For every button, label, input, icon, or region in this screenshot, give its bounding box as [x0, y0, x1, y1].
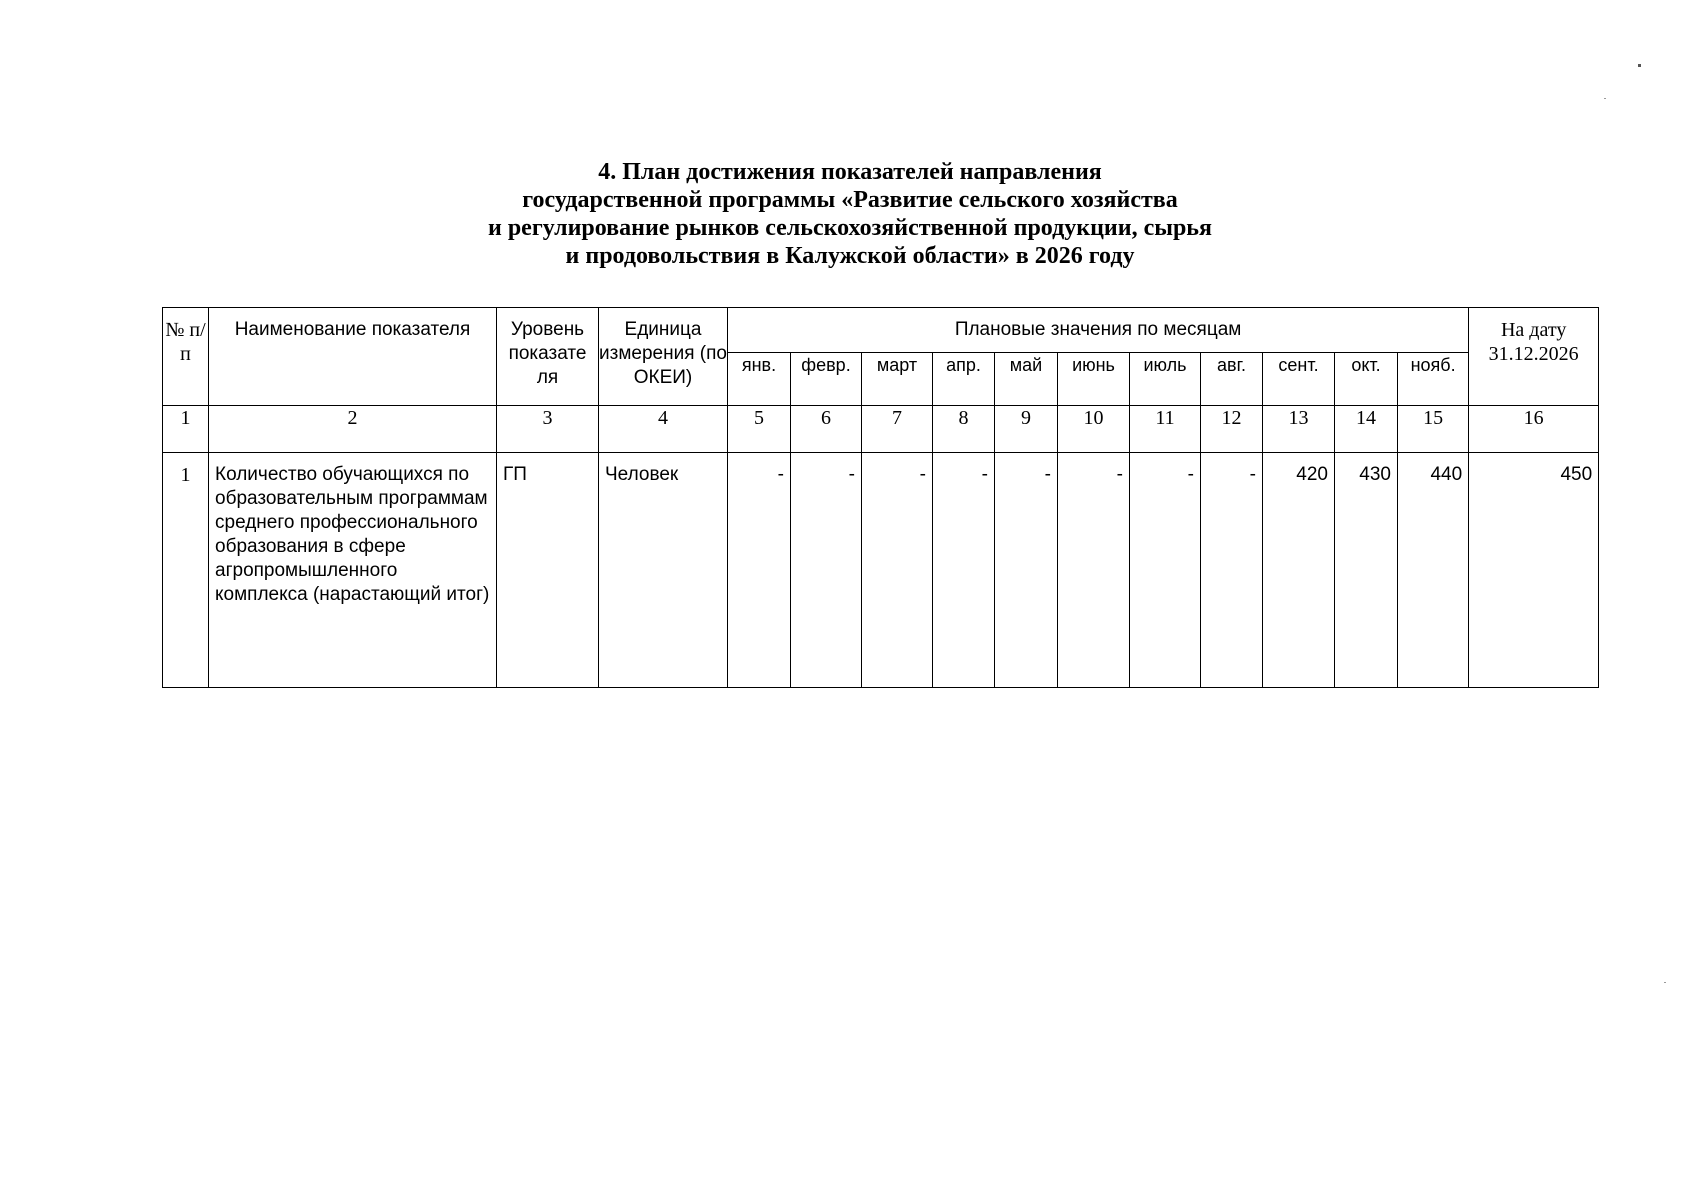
month-value-jan: - — [728, 453, 791, 688]
month-value-jun: - — [1058, 453, 1130, 688]
scan-speck — [1664, 982, 1666, 983]
header-level: Уровень показате ля — [497, 308, 599, 406]
row-num: 1 — [163, 453, 209, 688]
indicator-name: Количество обучающихся по образовательным программам среднего профессионального образования в сфере агропромышленного комплекса (нарастающий итог) — [209, 453, 497, 688]
month-jul: июль — [1130, 353, 1201, 406]
header-unit: Единица измерения (по ОКЕИ) — [599, 308, 728, 406]
title-line-4: и продовольствия в Калужской области» в 2026 году — [565, 243, 1135, 269]
month-oct: окт. — [1335, 353, 1398, 406]
column-number: 15 — [1398, 406, 1469, 453]
date-value: 450 — [1469, 453, 1599, 688]
header-row — [163, 308, 1599, 353]
indicator-unit: Человек — [599, 453, 728, 688]
column-number: 8 — [933, 406, 995, 453]
month-mar: март — [862, 353, 933, 406]
column-number-row — [163, 406, 1599, 453]
column-number: 10 — [1058, 406, 1130, 453]
month-value-jul: - — [1130, 453, 1201, 688]
month-jan: янв. — [728, 353, 791, 406]
column-number: 4 — [599, 406, 728, 453]
column-number: 6 — [791, 406, 862, 453]
table-row — [163, 453, 1599, 688]
month-value-may: - — [995, 453, 1058, 688]
title-line-3: и регулирование рынков сельскохозяйственной продукции, сырья — [488, 215, 1212, 241]
month-value-aug: - — [1201, 453, 1263, 688]
month-value-apr: - — [933, 453, 995, 688]
column-number: 5 — [728, 406, 791, 453]
column-number: 3 — [497, 406, 599, 453]
scan-speck — [1638, 64, 1641, 67]
column-number: 9 — [995, 406, 1058, 453]
column-number: 16 — [1469, 406, 1599, 453]
month-nov: нояб. — [1398, 353, 1469, 406]
column-number: 12 — [1201, 406, 1263, 453]
column-number: 1 — [163, 406, 209, 453]
column-number: 7 — [862, 406, 933, 453]
header-date: На дату 31.12.2026 — [1469, 308, 1599, 406]
indicator-plan-table — [162, 307, 1599, 688]
title-line-2: государственной программы «Развитие сельского хозяйства — [522, 187, 1178, 213]
month-jun: июнь — [1058, 353, 1130, 406]
month-apr: апр. — [933, 353, 995, 406]
month-value-feb: - — [791, 453, 862, 688]
month-sep: сент. — [1263, 353, 1335, 406]
month-value-mar: - — [862, 453, 933, 688]
column-number: 13 — [1263, 406, 1335, 453]
month-aug: авг. — [1201, 353, 1263, 406]
header-num: № п/п — [163, 308, 209, 406]
page-title — [340, 158, 1360, 270]
month-value-sep: 420 — [1263, 453, 1335, 688]
indicator-level: ГП — [497, 453, 599, 688]
column-number: 11 — [1130, 406, 1201, 453]
month-feb: февр. — [791, 353, 862, 406]
column-number: 14 — [1335, 406, 1398, 453]
scan-speck — [1604, 98, 1606, 99]
header-name: Наименование показателя — [209, 308, 497, 406]
month-may: май — [995, 353, 1058, 406]
header-planned: Плановые значения по месяцам — [728, 308, 1469, 353]
title-line-1: 4. План достижения показателей направления — [598, 159, 1102, 185]
month-value-oct: 430 — [1335, 453, 1398, 688]
month-value-nov: 440 — [1398, 453, 1469, 688]
column-number: 2 — [209, 406, 497, 453]
